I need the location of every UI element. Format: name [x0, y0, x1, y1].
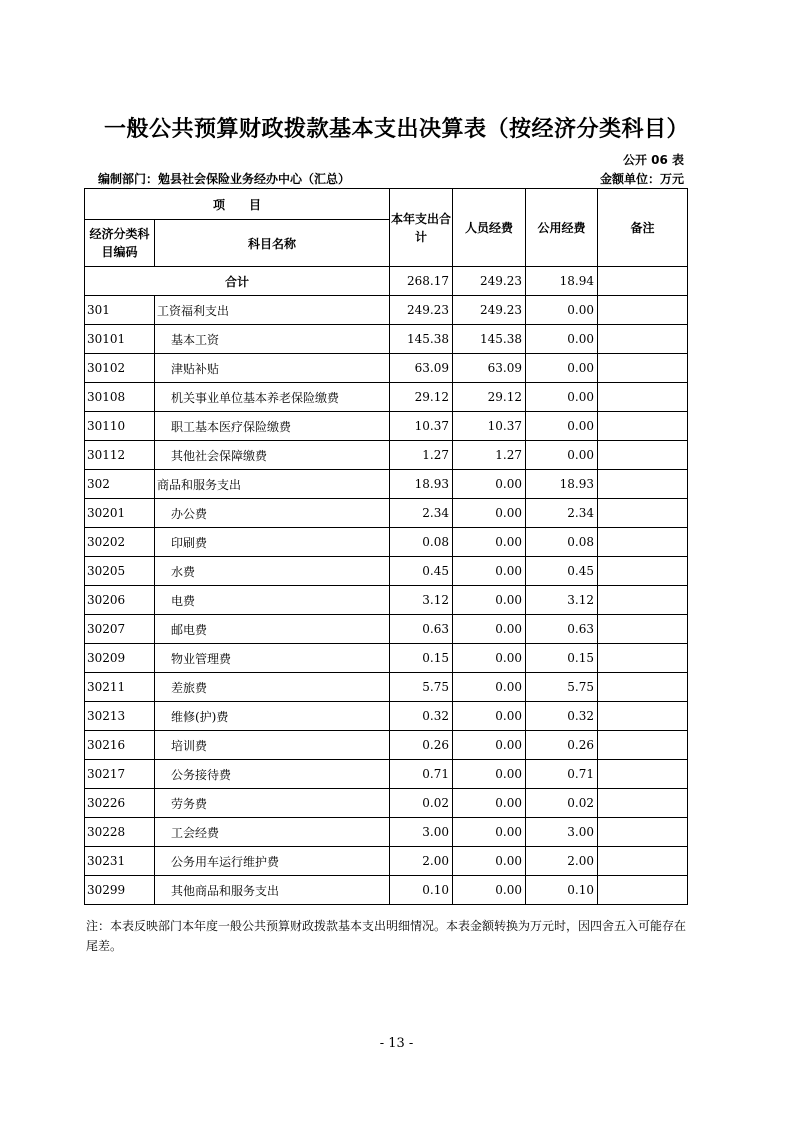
row-personnel: 0.00: [453, 731, 526, 760]
table-row: [85, 702, 688, 731]
row-name: 其他社会保障缴费: [155, 441, 390, 470]
row-code: 301: [85, 296, 155, 325]
row-public: 0.10: [526, 876, 598, 905]
row-remark: [598, 876, 688, 905]
table-row: [85, 528, 688, 557]
row-name: 水费: [155, 557, 390, 586]
row-personnel: 0.00: [453, 499, 526, 528]
page-title: 一般公共预算财政拨款基本支出决算表（按经济分类科目）: [103, 117, 689, 142]
row-public: 0.00: [526, 441, 598, 470]
row-name: 差旅费: [155, 673, 390, 702]
row-public: 0.02: [526, 789, 598, 818]
row-remark: [598, 673, 688, 702]
row-public: 0.71: [526, 760, 598, 789]
row-code: 30228: [85, 818, 155, 847]
row-name: 印刷费: [155, 528, 390, 557]
row-name: 劳务费: [155, 789, 390, 818]
row-code: 30112: [85, 441, 155, 470]
row-remark: [598, 644, 688, 673]
header-name: 科目名称: [155, 220, 390, 267]
row-total: 10.37: [390, 412, 453, 441]
row-remark: [598, 412, 688, 441]
row-total: 0.32: [390, 702, 453, 731]
row-personnel: 63.09: [453, 354, 526, 383]
row-name: 办公费: [155, 499, 390, 528]
row-public: 3.12: [526, 586, 598, 615]
row-code: 30206: [85, 586, 155, 615]
table-row: [85, 847, 688, 876]
row-total: 0.02: [390, 789, 453, 818]
row-public: 0.00: [526, 325, 598, 354]
row-remark: [598, 789, 688, 818]
row-remark: [598, 847, 688, 876]
row-public: 2.34: [526, 499, 598, 528]
row-personnel: 0.00: [453, 673, 526, 702]
row-code: 30201: [85, 499, 155, 528]
row-personnel: 0.00: [453, 557, 526, 586]
row-personnel: 249.23: [453, 296, 526, 325]
row-public: 0.26: [526, 731, 598, 760]
row-name: 邮电费: [155, 615, 390, 644]
header-remark: 备注: [598, 189, 688, 267]
row-remark: [598, 818, 688, 847]
table-row: [85, 586, 688, 615]
row-code: 30213: [85, 702, 155, 731]
table-row: [85, 412, 688, 441]
table-row: [85, 818, 688, 847]
row-personnel: 29.12: [453, 383, 526, 412]
row-personnel: 0.00: [453, 789, 526, 818]
row-public: 0.63: [526, 615, 598, 644]
row-total: 18.93: [390, 470, 453, 499]
row-public: 0.00: [526, 412, 598, 441]
row-name: 工资福利支出: [155, 296, 390, 325]
row-total: 0.71: [390, 760, 453, 789]
table-row: [85, 441, 688, 470]
row-code: 30299: [85, 876, 155, 905]
table-row: [85, 644, 688, 673]
row-public: 0.00: [526, 383, 598, 412]
row-remark: [598, 499, 688, 528]
row-code: 30211: [85, 673, 155, 702]
row-code: 30231: [85, 847, 155, 876]
row-name: 物业管理费: [155, 644, 390, 673]
header-project: 项 目: [85, 189, 390, 220]
page-number: - 13 -: [379, 1036, 414, 1051]
unit-label: 金额单位：万元: [599, 172, 684, 186]
row-code: 30226: [85, 789, 155, 818]
row-personnel: 0.00: [453, 818, 526, 847]
row-name: 维修(护)费: [155, 702, 390, 731]
expenditure-table: [84, 188, 688, 905]
row-remark: [598, 731, 688, 760]
table-row: [85, 760, 688, 789]
row-personnel: 0.00: [453, 528, 526, 557]
row-public: 0.32: [526, 702, 598, 731]
row-public: 0.45: [526, 557, 598, 586]
row-total: 5.75: [390, 673, 453, 702]
row-code: 30205: [85, 557, 155, 586]
row-name: 电费: [155, 586, 390, 615]
row-public: 18.93: [526, 470, 598, 499]
row-name: 其他商品和服务支出: [155, 876, 390, 905]
header-row-1: [85, 189, 688, 220]
row-personnel: 0.00: [453, 644, 526, 673]
table-row: [85, 325, 688, 354]
table-number: 公开 06 表: [622, 153, 684, 167]
row-public: 0.00: [526, 296, 598, 325]
header-code: 经济分类科目编码: [85, 220, 155, 267]
row-total: 0.26: [390, 731, 453, 760]
row-remark: [598, 557, 688, 586]
row-personnel: 10.37: [453, 412, 526, 441]
row-remark: [598, 325, 688, 354]
row-code: 30217: [85, 760, 155, 789]
row-remark: [598, 470, 688, 499]
row-code: 30209: [85, 644, 155, 673]
row-personnel: 145.38: [453, 325, 526, 354]
header-total: 本年支出合计: [390, 189, 453, 267]
row-code: 30101: [85, 325, 155, 354]
row-code: 302: [85, 470, 155, 499]
row-remark: [598, 528, 688, 557]
row-personnel: 0.00: [453, 702, 526, 731]
table-row: [85, 615, 688, 644]
row-remark: [598, 586, 688, 615]
table-row: [85, 731, 688, 760]
row-personnel: 0.00: [453, 760, 526, 789]
table-row: [85, 876, 688, 905]
table-row: [85, 557, 688, 586]
total-amount: 268.17: [390, 267, 453, 296]
row-public: 5.75: [526, 673, 598, 702]
row-remark: [598, 702, 688, 731]
row-total: 0.15: [390, 644, 453, 673]
row-total: 3.12: [390, 586, 453, 615]
row-name: 商品和服务支出: [155, 470, 390, 499]
row-code: 30110: [85, 412, 155, 441]
row-personnel: 0.00: [453, 586, 526, 615]
row-total: 2.00: [390, 847, 453, 876]
row-remark: [598, 441, 688, 470]
row-remark: [598, 383, 688, 412]
table-row: [85, 499, 688, 528]
row-total: 29.12: [390, 383, 453, 412]
row-public: 0.08: [526, 528, 598, 557]
row-public: 2.00: [526, 847, 598, 876]
row-personnel: 0.00: [453, 876, 526, 905]
row-public: 3.00: [526, 818, 598, 847]
row-name: 公务用车运行维护费: [155, 847, 390, 876]
row-name: 职工基本医疗保险缴费: [155, 412, 390, 441]
total-row: [85, 267, 688, 296]
row-total: 0.08: [390, 528, 453, 557]
row-remark: [598, 296, 688, 325]
row-remark: [598, 354, 688, 383]
row-total: 63.09: [390, 354, 453, 383]
row-personnel: 0.00: [453, 847, 526, 876]
row-name: 津贴补贴: [155, 354, 390, 383]
table-row: [85, 354, 688, 383]
row-code: 30202: [85, 528, 155, 557]
table-row: [85, 789, 688, 818]
row-total: 2.34: [390, 499, 453, 528]
table-row: [85, 470, 688, 499]
total-remark: [598, 267, 688, 296]
row-total: 1.27: [390, 441, 453, 470]
row-code: 30207: [85, 615, 155, 644]
row-total: 0.63: [390, 615, 453, 644]
total-label: 合计: [85, 267, 390, 296]
row-name: 基本工资: [155, 325, 390, 354]
row-public: 0.15: [526, 644, 598, 673]
total-public: 18.94: [526, 267, 598, 296]
table-row: [85, 296, 688, 325]
row-code: 30216: [85, 731, 155, 760]
header-personnel: 人员经费: [453, 189, 526, 267]
row-total: 249.23: [390, 296, 453, 325]
row-total: 3.00: [390, 818, 453, 847]
row-personnel: 0.00: [453, 470, 526, 499]
total-personnel: 249.23: [453, 267, 526, 296]
table-row: [85, 673, 688, 702]
row-name: 培训费: [155, 731, 390, 760]
row-code: 30108: [85, 383, 155, 412]
row-name: 机关事业单位基本养老保险缴费: [155, 383, 390, 412]
row-personnel: 0.00: [453, 615, 526, 644]
row-personnel: 1.27: [453, 441, 526, 470]
row-name: 公务接待费: [155, 760, 390, 789]
row-total: 0.10: [390, 876, 453, 905]
row-name: 工会经费: [155, 818, 390, 847]
row-total: 0.45: [390, 557, 453, 586]
row-remark: [598, 760, 688, 789]
row-public: 0.00: [526, 354, 598, 383]
row-total: 145.38: [390, 325, 453, 354]
row-code: 30102: [85, 354, 155, 383]
department-label: 编制部门：勉县社会保险业务经办中心（汇总）: [98, 172, 351, 186]
row-remark: [598, 615, 688, 644]
table-row: [85, 383, 688, 412]
footnote: 注：本表反映部门本年度一般公共预算财政拨款基本支出明细情况。本表金额转换为万元时，因四舍五入可能存在尾差。: [86, 919, 687, 953]
header-public: 公用经费: [526, 189, 598, 267]
